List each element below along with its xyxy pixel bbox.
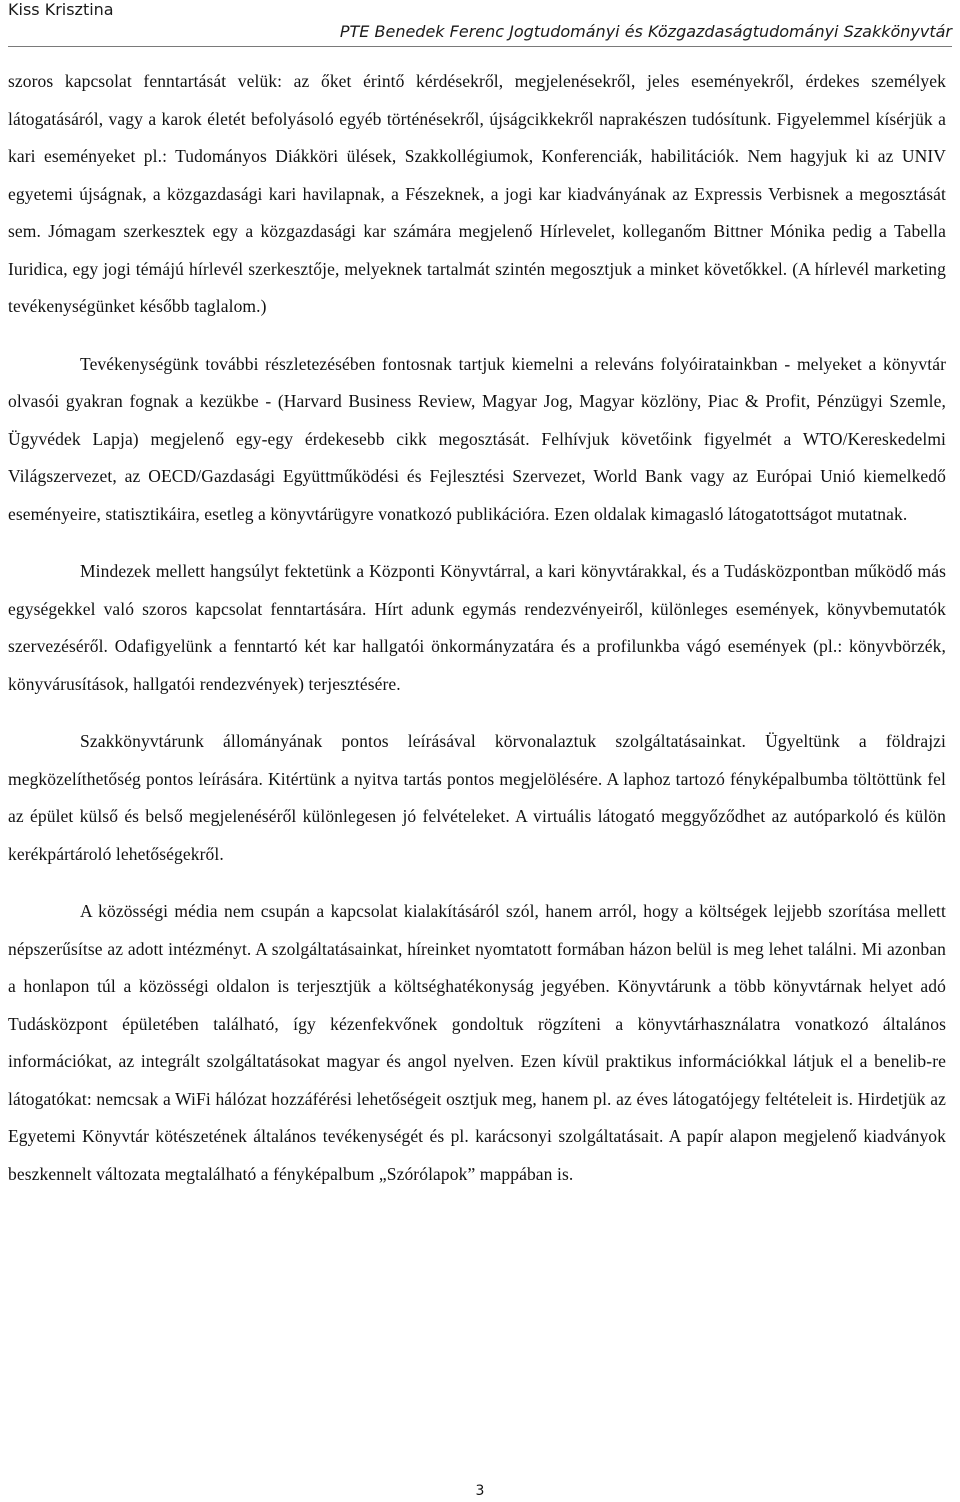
document-body: [8, 63, 946, 1193]
paragraph-1: szoros kapcsolat fenntartását velük: az őket érintő kérdésekről, megjelenésekről, jeles eseményekről, érdekes személyek látogatásáról, vagy a karok életét befolyásoló egyéb történésekről, újságcikkekről naprakészen tudósítunk. Figyelemmel kísérjük a kari eseményeket pl.: Tudományos Diákköri ülések, Szakkollégiumok, Konferenciák, habilitációk. Nem hagyjuk ki az UNIV egyetemi újságnak, a közgazdasági kari havilapnak, a Fészeknek, a jogi kar kiadványának az Expressis Verbisnek a megosztását sem. Jómagam szerkesztek egy a közgazdasági kar számára megjelenő Hírlevelet, kolleganőm Bittner Mónika pedig a Tabella Iuridica, egy jogi témájú hírlevél szerkesztője, melyeknek tartalmát szintén megosztjuk a minket követőkkel. (A hírlevél marketing tevékenységünket később taglalom.): [8, 71, 946, 316]
header-divider: [8, 46, 952, 47]
paragraph-2: Tevékenységünk további részletezésében fontosnak tartjuk kiemelni a releváns folyóiratainkban - melyeket a könyvtár olvasói gyakran fognak a kezükbe - (Harvard Business Review, Magyar Jog, Magyar közlöny, Piac & Profit, Pénzügyi Szemle, Ügyvédek Lapja) megjelenő egy-egy érdekesebb cikk megosztását. Felhívjuk követőink figyelmét a WTO/Kereskedelmi Világszervezet, az OECD/Gazdasági Együttműködési és Fejlesztési Szervezet, World Bank vagy az Európai Unió kiemelkedő eseményeire, statisztikáira, esetleg a könyvtárügyre vonatkozó publikációra. Ezen oldalak kimagasló látogatottságot mutatnak.: [8, 353, 946, 524]
header-author: Kiss Krisztina: [8, 0, 114, 19]
header-title: PTE Benedek Ferenc Jogtudományi és Közgazdaságtudományi Szakkönyvtár: [339, 22, 952, 41]
paragraph-4: Szakkönyvtárunk állományának pontos leírásával körvonalaztuk szolgáltatásainkat. Ügyeltünk a földrajzi megközelíthetőség pontos leírására. Kitértünk a nyitva tartás pontos megjelölésére. A laphoz tartozó fényképalbumba töltöttünk fel az épület külső és belső megjelenéséről különlegesen jó felvételeket. A virtuális látogató meggyőződhet az autóparkoló és külön kerékpártároló lehetőségekről.: [8, 731, 946, 864]
paragraph-3: Mindezek mellett hangsúlyt fektetünk a Központi Könyvtárral, a kari könyvtárakkal, és a Tudásközpontban működő más egységekkel való szoros kapcsolat fenntartására. Hírt adunk egymás rendezvényeiről, különleges események, könyvbemutatók szervezéséről. Odafigyelünk a fenntartó két kar hallgatói önkormányzatára és a profilunkba vágó események (pl.: könyvbörzék, könyvárusítások, hallgatói rendezvények) terjesztésére.: [8, 561, 946, 694]
page-header: [0, 0, 960, 48]
page-number: 3: [475, 1483, 485, 1499]
paragraph-5: A közösségi média nem csupán a kapcsolat kialakításáról szól, hanem arról, hogy a költségek lejjebb szorítása mellett népszerűsítse az adott intézményt. A szolgáltatásainkat, híreinket nyomtatott formában házon belül is meg lehet találni. Mi azonban a honlapon túl a közösségi oldalon is terjesztjük a költséghatékonyság jegyében. Könyvtárunk a több könyvtárnak helyet adó Tudásközpont épületében található, így kézenfekvőnek gondoltuk rögzíteni a könyvtárhasználatra vonatkozó általános információkat, az integrált szolgáltatásokat magyar és angol nyelven. Ezen kívül praktikus információkkal látjuk el a benelib-re látogatókat: nemcsak a WiFi hálózat hozzáférési lehetőségeit osztjuk meg, hanem pl. az éves látogatójegy feltételeit is. Hirdetjük az Egyetemi Könyvtár kötészetének általános tevékenységét és pl. karácsonyi szolgáltatásait. A papír alapon megjelenő kiadványok beszkennelt változata megtalálható a fényképalbum „Szórólapok” mappában is.: [8, 901, 946, 1184]
